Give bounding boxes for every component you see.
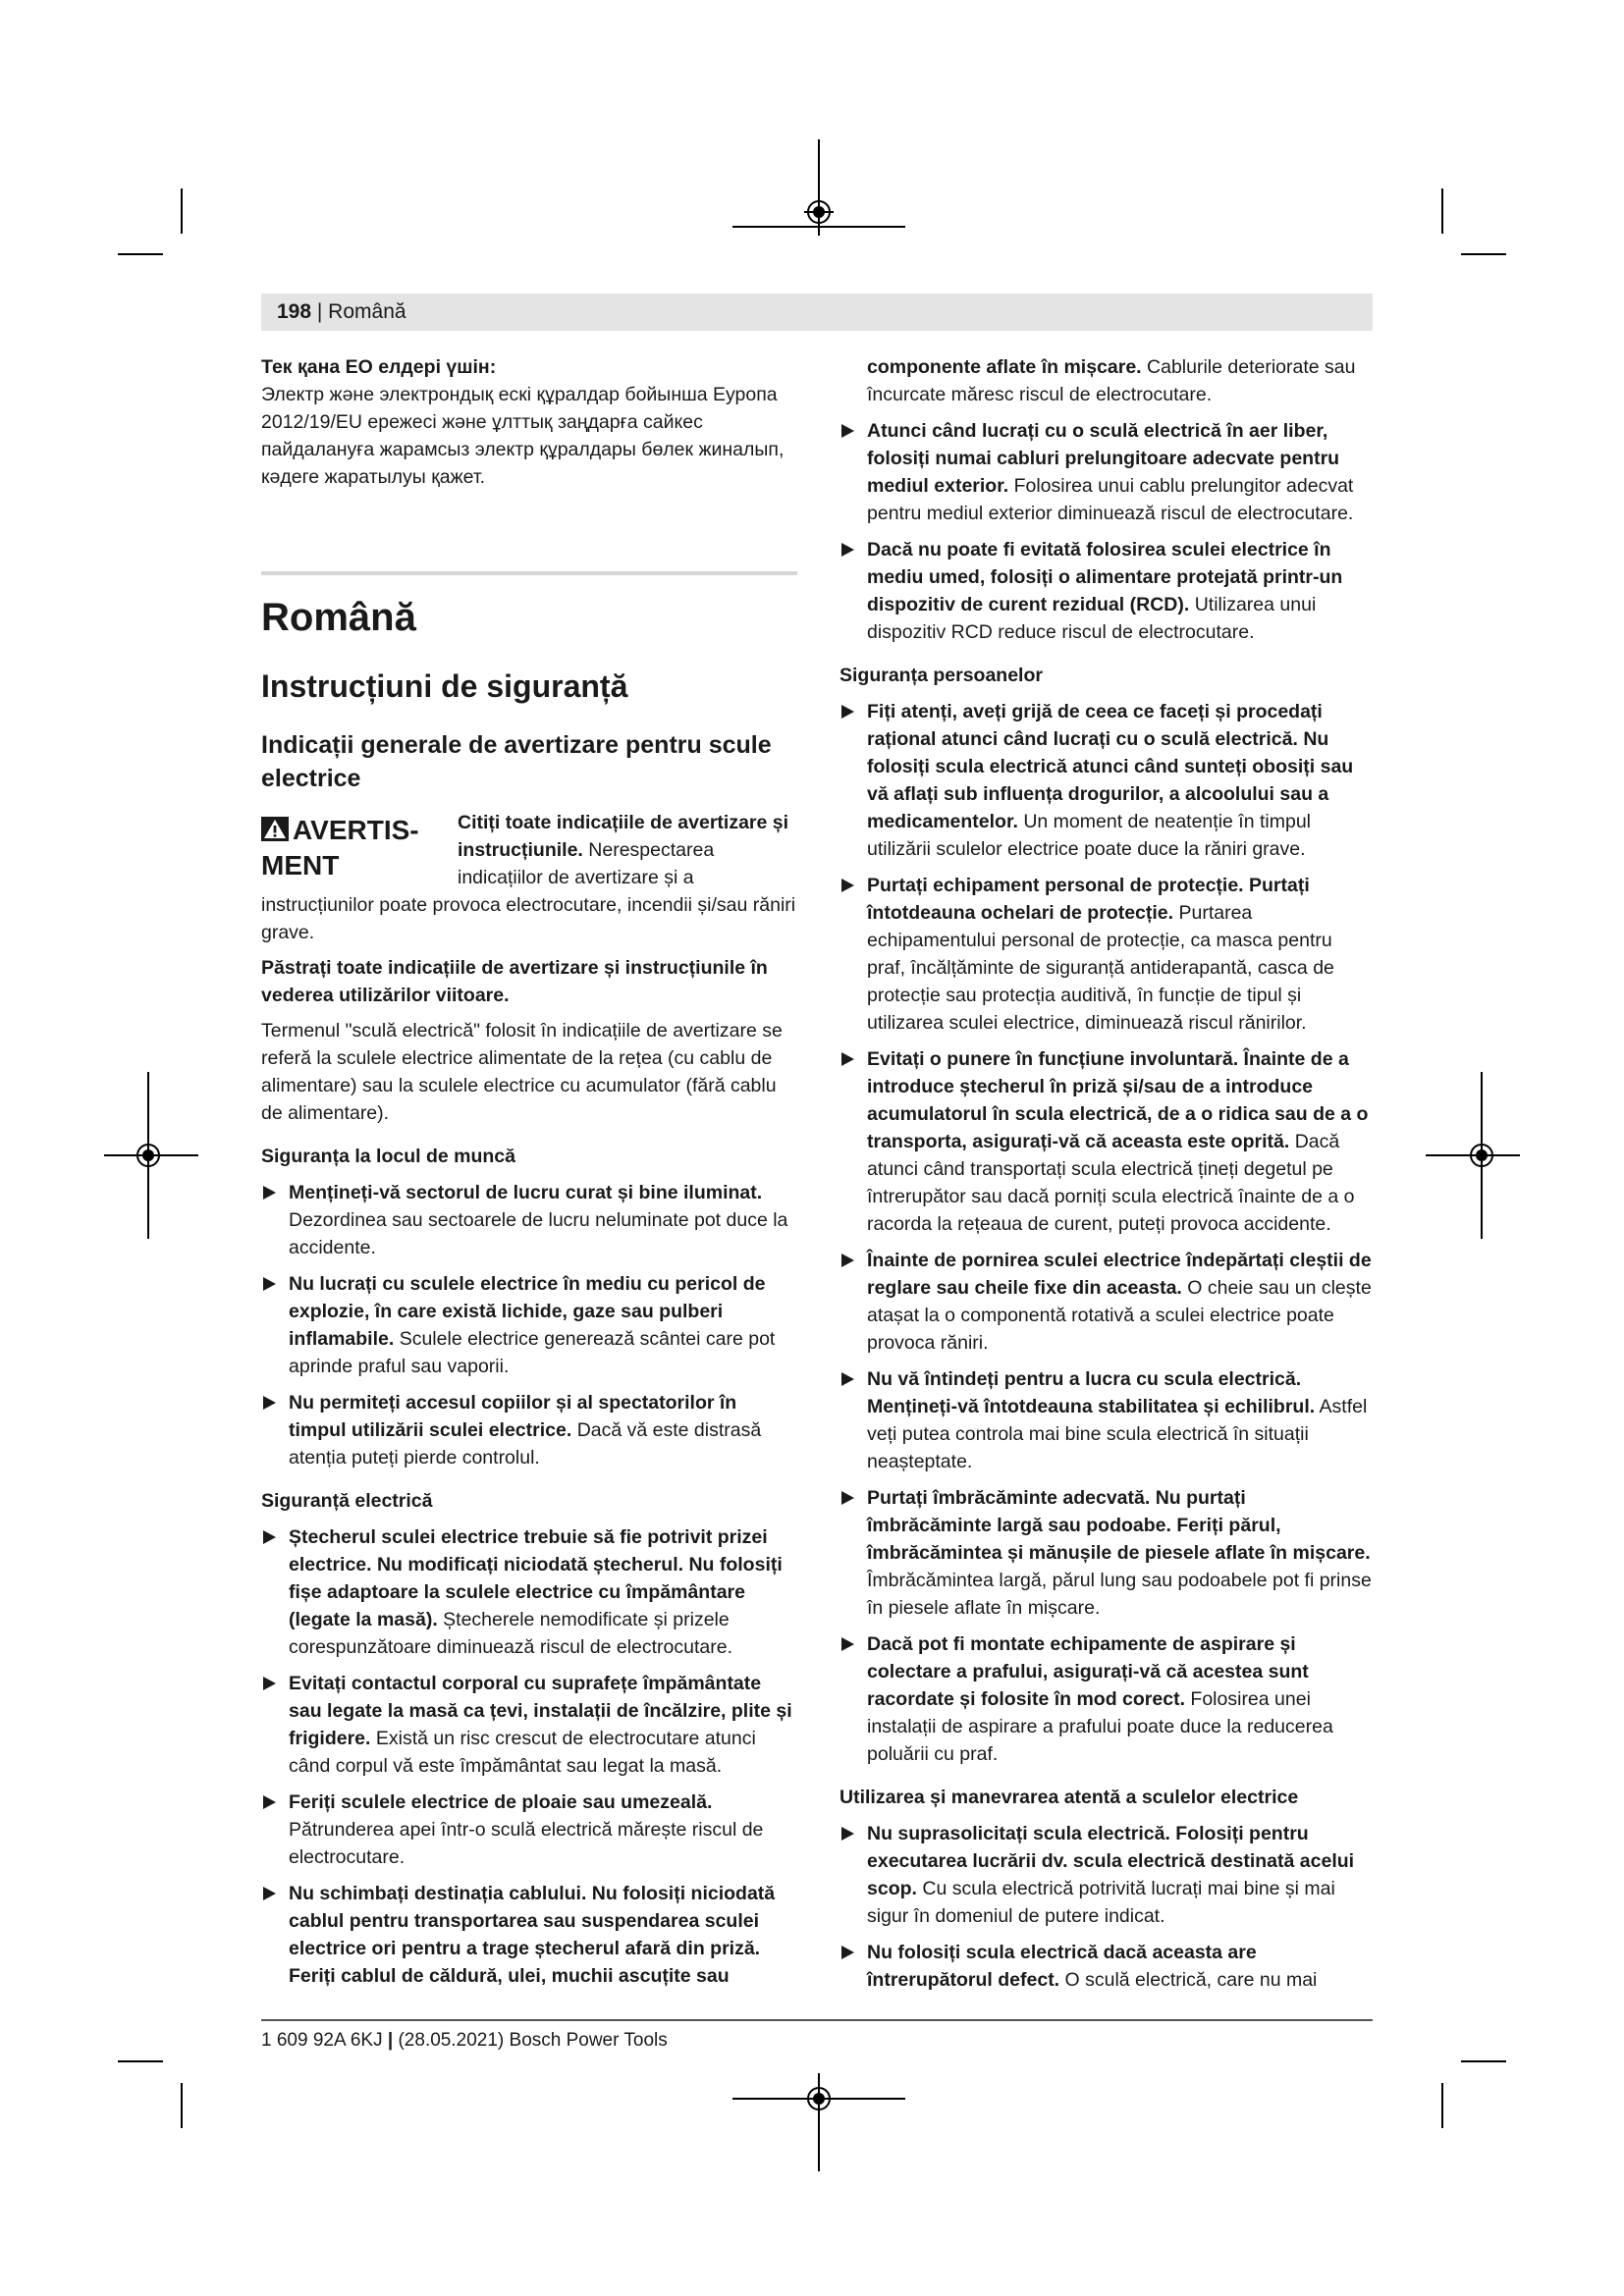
list-item [261,1270,797,1380]
item-text: Astfel veți putea controla mai bine scula electrică în situații neașteptate. [867,1396,1368,1472]
crop-mark [118,253,163,255]
item-text: Există un risc crescut de electrocutare atunci când corpul vă este împământat sau legat la masă. [289,1728,756,1777]
item-bold-text: Purtați echipament personal de protecție. Purtați întotdeauna ochelari de protecție. [867,875,1310,924]
item-text: Ștecherele nemodificate și prizele corespunzătoare diminuează riscul de electrocutare. [289,1609,732,1658]
bullet-triangle-icon [841,1827,854,1841]
registration-mark-icon [134,1141,163,1170]
list-item [261,1880,797,1990]
bullet-triangle-icon [841,705,854,719]
electrical-safety-heading: Siguranță electrică [261,1490,433,1512]
crop-mark [181,188,183,234]
left-column [261,353,797,1990]
warning-bold-text: Citiți toate indicațiile de avertizare și instrucțiunile. [458,812,789,861]
bullet-triangle-icon [263,1396,276,1410]
header-language: Română [328,300,406,323]
item-bold-text: Nu permiteți accesul copiilor și al spectatorilor în timpul utilizării sculei electrice. [289,1392,737,1441]
doc-number: 1 609 92A 6KJ [261,2030,383,2051]
registration-mark-icon [804,2084,834,2113]
list-item [839,1247,1375,1357]
personal-safety-heading: Siguranța persoanelor [839,665,1043,686]
list-item [839,1045,1375,1238]
right-column [839,353,1375,1994]
bullet-triangle-icon [263,1277,276,1291]
item-bold-text: Evitați contactul corporal cu suprafețe împământate sau legate la masă ca țevi, instalații de încălzire, plite și frigidere. [289,1673,792,1749]
term-definition-text: Termenul "sculă electrică" folosit în indicațiile de avertizare se referă la sculele electrice alimentate de la rețea (cu cablu de alimentare) sau la sculele electrice cu acumulator (fără cablu de alimentare). [261,1020,783,1124]
item-bold-text: Fiți atenți, aveți grijă de ceea ce faceți și procedați rațional atunci când lucrați cu o sculă electrică. Nu folosiți scula electrică atunci când sunteți obosiți sau vă aflați sub influența drogurilor, a alcoolului sau a medicamentelor. [867,701,1354,832]
crop-mark [1461,253,1506,255]
item-bold-text: Nu schimbați destinația cablului. Nu folosiți niciodată cablul pentru transportarea sau suspendarea sculei electrice ori pentru a trage ștecherul afară din priză. Feriți cablul de căldură, ulei, muchii ascuțite sau [289,1883,776,1987]
safety-heading: Instrucțiuni de siguranță [261,668,628,704]
item-bold-text: Nu lucrați cu sculele electrice în mediu cu pericol de explozie, în care există lichide, gaze sau pulberi inflamabile. [289,1273,766,1350]
list-item [839,1365,1375,1475]
language-title: Română [261,596,416,639]
bullet-triangle-icon [263,1186,276,1200]
item-text: O cheie sau un clește atașat la o componentă rotativă a sculei electrice poate provoca răniri. [867,1277,1372,1354]
item-bold-text: Dacă nu poate fi evitată folosirea sculei electrice în mediu umed, folosiți o alimentare protejată printr-un dispozitiv de curent rezidual (RCD). [867,539,1343,615]
bullet-triangle-icon [841,1254,854,1267]
kazakh-paragraph: Электр және электрондық ескі құралдар бойынша Еуропа 2012/19/EU ережесі және ұлттық заңдарға сайкес пайдалануға жарамсыз электр құралдары бөлек жиналып, кәдеге жаратылуы қажет. [261,384,785,488]
bullet-triangle-icon [841,1372,854,1386]
bullet-triangle-icon [841,879,854,892]
warning-label [261,809,458,883]
item-bold-text: componente aflate în mișcare. [867,356,1142,378]
item-text: Cablurile deteriorate sau încurcate măresc riscul de electrocutare. [867,356,1356,405]
kazakh-heading: Тек қана ЕО елдері үшін: [261,356,497,378]
item-bold-text: Purtați îmbrăcăminte adecvată. Nu purtați îmbrăcăminte largă sau podoabe. Feriți părul, îmbrăcămintea și mănușile de piesele aflate în mișcare. [867,1487,1371,1564]
bullet-triangle-icon [841,1946,854,1959]
page-footer [261,2028,668,2054]
item-bold-text: Mențineți-vă sectorul de lucru curat și bine iluminat. [289,1182,763,1203]
workplace-safety-heading: Siguranța la locul de muncă [261,1146,515,1167]
registration-mark-icon [804,197,834,227]
warning-word: AVERTIS-MENT [261,815,419,881]
list-item [839,1484,1375,1622]
bullet-triangle-icon [263,1677,276,1690]
list-item [261,1670,797,1780]
item-text: Cu scula electrică potrivită lucrați mai bine și mai sigur în domeniul de putere indicat. [867,1878,1335,1927]
item-text: O sculă electrică, care nu mai [1064,1969,1318,1991]
bullet-triangle-icon [841,543,854,557]
list-item [839,1939,1375,1994]
list-item [839,1630,1375,1768]
crop-mark [181,2083,183,2128]
keep-instructions-text: Păstrați toate indicațiile de avertizare și instrucțiunile în vederea utilizărilor viitoare. [261,957,768,1006]
general-warnings-heading: Indicații generale de avertizare pentru scule electrice [261,731,772,792]
crop-mark [1441,2083,1443,2128]
item-text: Îmbrăcămintea largă, părul lung sau podoabele pot fi prinse în piesele aflate în mișcare. [867,1570,1372,1619]
list-item [839,872,1375,1037]
item-text: Dacă vă este distrasă atenția puteți pierde controlul. [289,1419,762,1468]
item-bold-text: Dacă pot fi montate echipamente de aspirare și colectare a prafului, asigurați-vă că acestea sunt racordate și folosite în mod corect. [867,1633,1309,1710]
bullet-triangle-icon [263,1795,276,1809]
doc-date: (28.05.2021) [398,2030,505,2051]
page-number: 198 [277,300,312,323]
list-item [839,1820,1375,1930]
crop-mark [118,2060,163,2062]
item-text: Dacă atunci când transportați scula electrică țineți degetul pe întrerupător sau dacă porniți scula electrică înainte de a o racorda la rețeaua de curent, puteți provoca accidente. [867,1131,1355,1235]
item-text: Folosirea unui cablu prelungitor adecvat pentru mediul exterior diminuează riscul de electrocutare. [867,475,1354,524]
list-item [261,1389,797,1471]
page-header [261,294,1373,331]
continued-item [839,353,1375,408]
item-text: Folosirea unei instalații de aspirare a prafului poate duce la reducerea poluării cu praf. [867,1688,1333,1765]
item-bold-text: Nu suprasolicitați scula electrică. Folosiți pentru executarea lucrării dv. scula electrică destinată acelui scop. [867,1823,1355,1899]
item-bold-text: Înainte de pornirea sculei electrice îndepărtați cleștii de reglare sau cheile fixe din aceasta. [867,1250,1372,1299]
list-item [839,417,1375,527]
warning-icon [261,817,289,841]
section-divider [261,571,797,575]
footer-divider [261,2019,1373,2021]
bullet-triangle-icon [263,1530,276,1544]
item-bold-text: Atunci când lucrați cu o sculă electrică în aer liber, folosiți numai cabluri prelungitoare adecvate pentru mediul exterior. [867,420,1340,497]
item-text: Un moment de neatenție în timpul utilizării sculelor electrice poate duce la răniri grave. [867,811,1311,860]
item-bold-text: Nu vă întindeți pentru a lucra cu scula electrică. Mențineți-vă întotdeauna stabilitatea și echilibrul. [867,1368,1316,1417]
list-item [839,698,1375,863]
bullet-triangle-icon [841,424,854,438]
list-item [261,1523,797,1661]
list-item [261,1179,797,1261]
item-text: Utilizarea unui dispozitiv RCD reduce riscul de electrocutare. [867,594,1317,643]
crop-mark [1461,2060,1506,2062]
bullet-triangle-icon [841,1637,854,1651]
header-separator: | [311,300,329,323]
item-bold-text: Feriți sculele electrice de ploaie sau umezeală. [289,1791,713,1813]
item-text: Pătrunderea apei într-o sculă electrică mărește riscul de electrocutare. [289,1819,764,1868]
list-item [261,1789,797,1871]
list-item [839,536,1375,646]
warning-block [261,809,797,946]
bullet-triangle-icon [841,1491,854,1505]
item-text: Purtarea echipamentului personal de protecție, ca masca pentru praf, încălțăminte de siguranță antiderapantă, casca de protecție sau protecția auditivă, în funcție de tipul și utilizarea sculei electrice, diminuează riscul rănirilor. [867,902,1334,1034]
item-bold-text: Evitați o punere în funcțiune involuntară. Înainte de a introduce ștecherul în priză și/sau de a introduce acumulatorul în scula electrică, de a o ridica sau de a o transporta, asigurați-vă că aceasta este oprită. [867,1048,1369,1152]
tool-usage-heading: Utilizarea și manevrarea atentă a sculelor electrice [839,1787,1299,1808]
item-bold-text: Nu folosiți scula electrică dacă aceasta are întrerupătorul defect. [867,1942,1257,1991]
warning-text: Nerespectarea indicațiilor de avertizare și a instrucțiunilor poate provoca electrocutare, incendii și/sau răniri grave. [261,839,796,943]
brand: Bosch Power Tools [509,2030,668,2051]
footer-separator: | [382,2030,399,2051]
registration-mark-icon [1467,1141,1496,1170]
crop-mark [1441,188,1443,234]
bullet-triangle-icon [263,1887,276,1900]
bullet-triangle-icon [841,1052,854,1066]
item-text: Dezordinea sau sectoarele de lucru neluminate pot duce la accidente. [289,1209,788,1258]
item-bold-text: Ștecherul sculei electrice trebuie să fie potrivit prizei electrice. Nu modificați niciodată ștecherul. Nu folosiți fișe adaptoare la sculele electrice cu împământare (legate la masă). [289,1526,783,1630]
item-text: Sculele electrice generează scântei care pot aprinde praful sau vaporii. [289,1328,776,1377]
